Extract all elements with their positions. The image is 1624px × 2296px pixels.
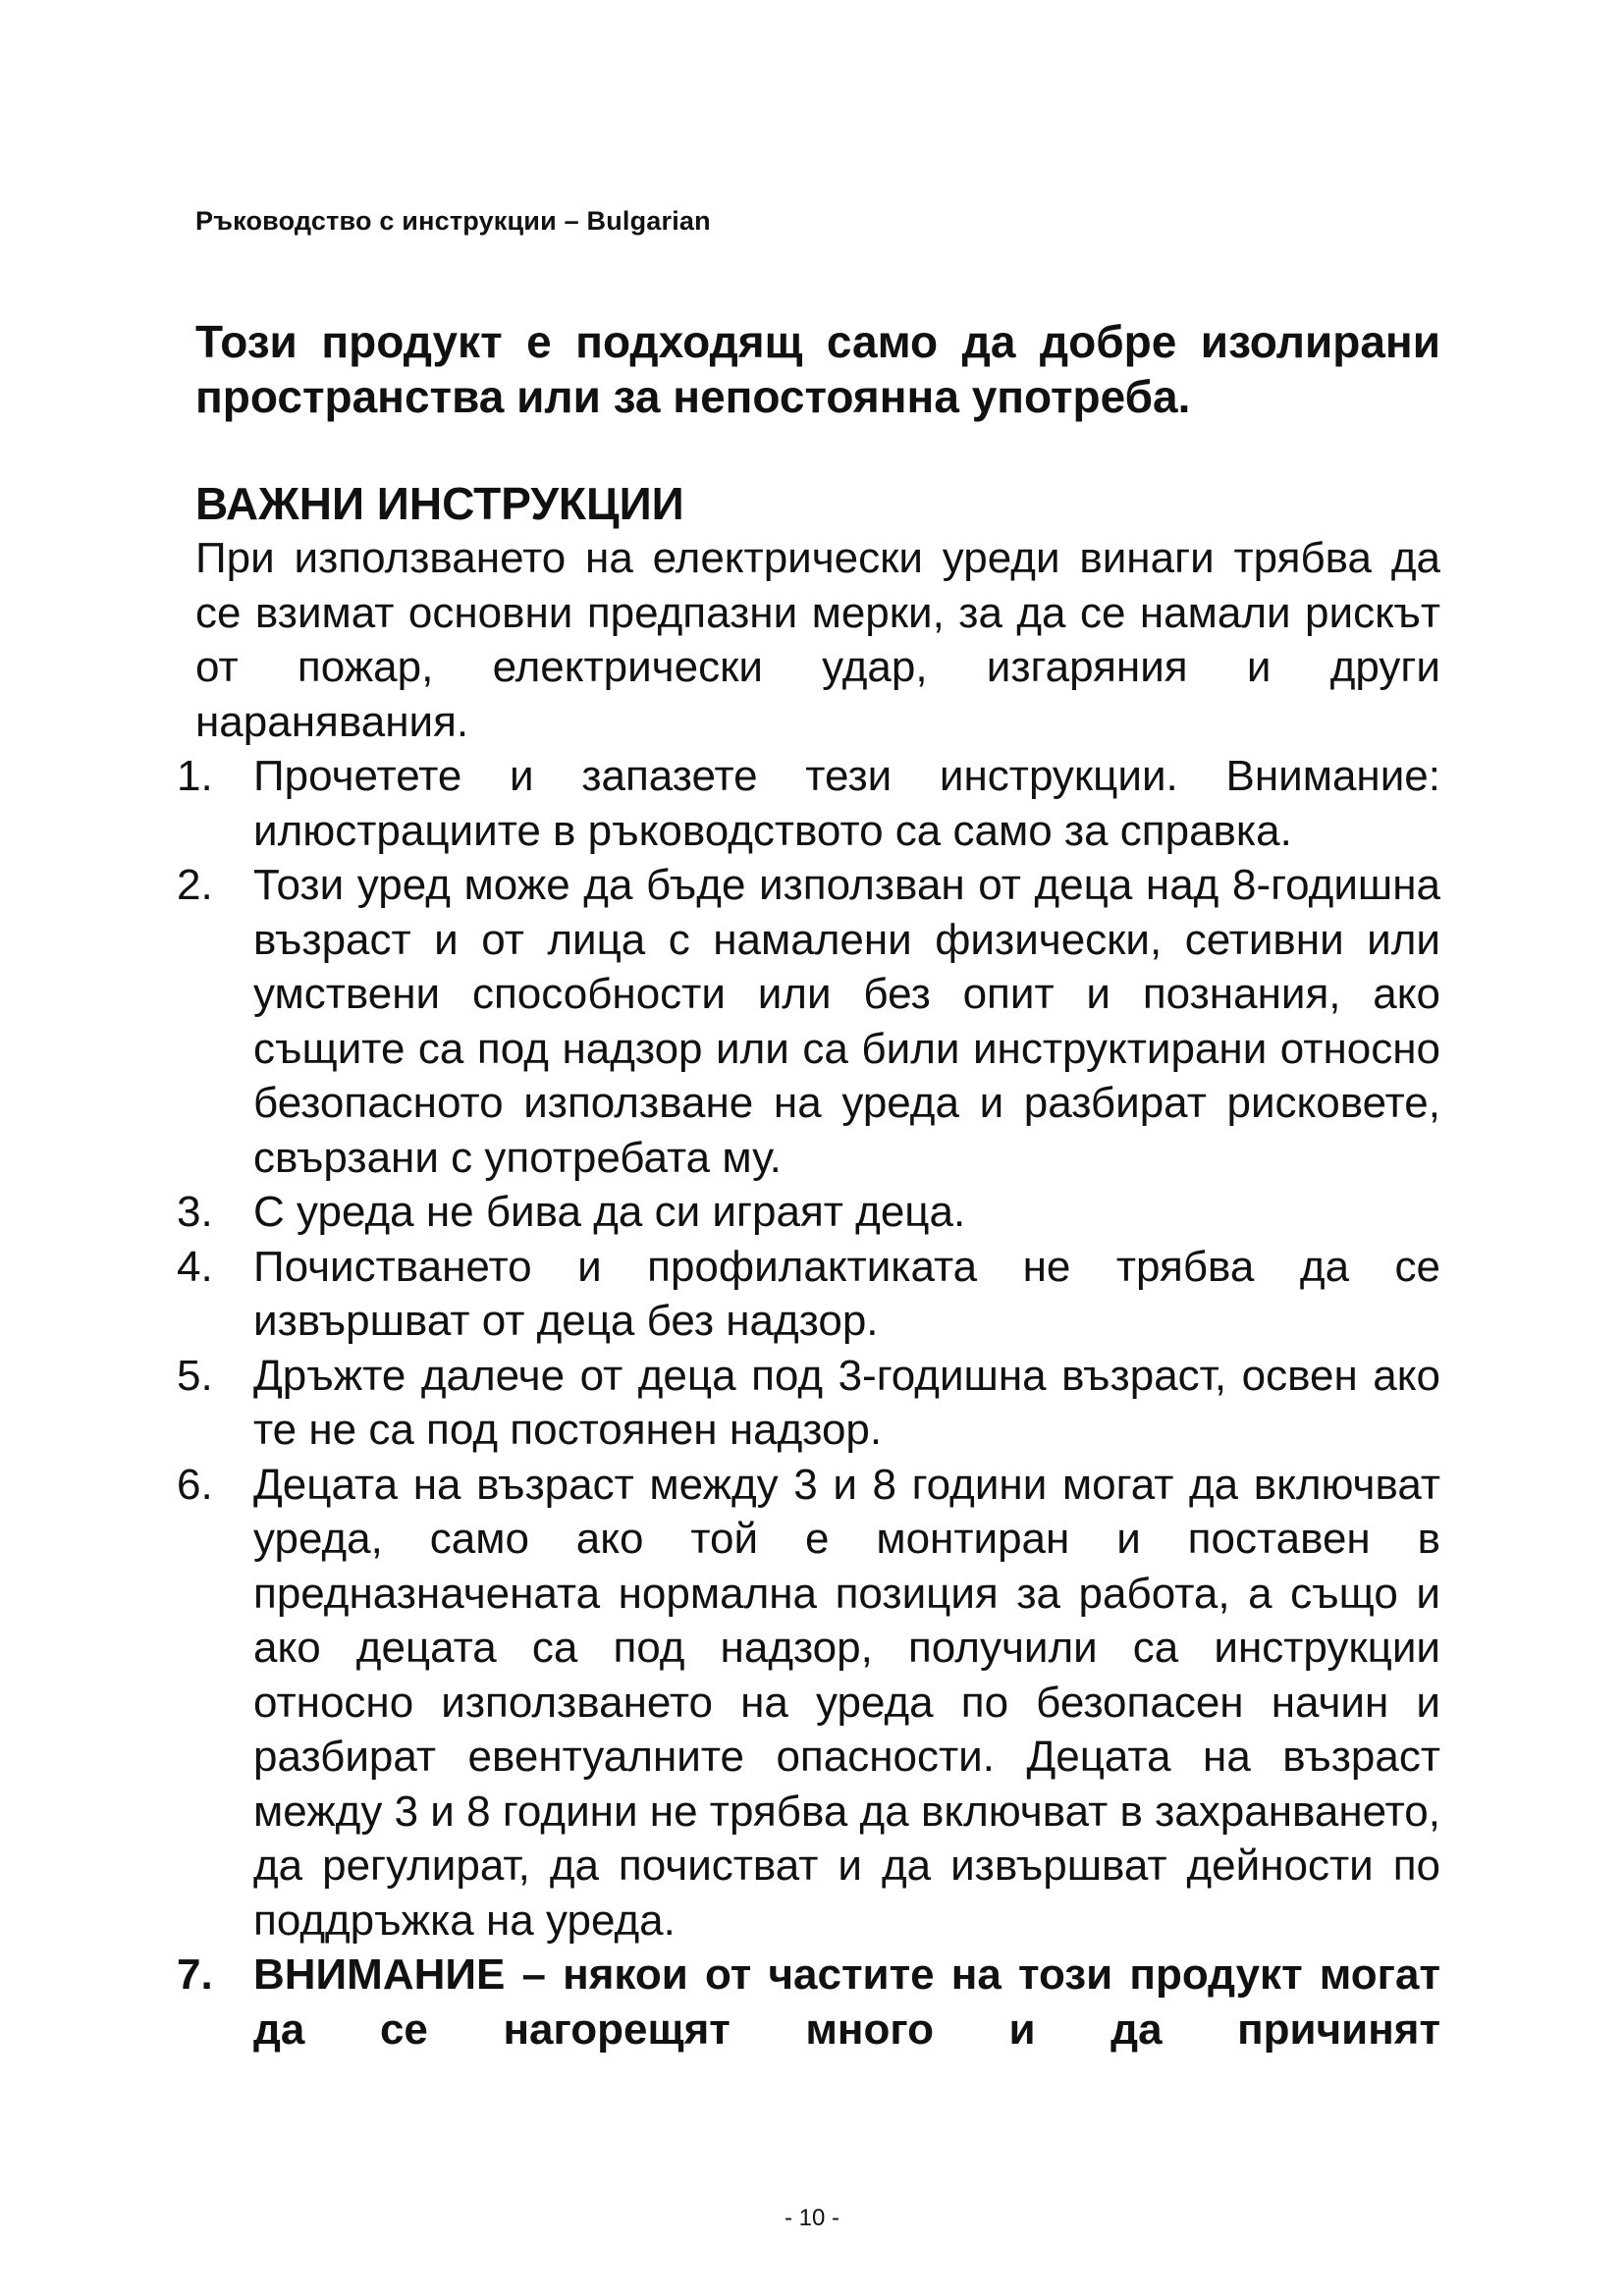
list-item	[177, 749, 1440, 858]
list-item-text: С уреда не бива да си играят деца.	[253, 1188, 966, 1236]
warning-text: ВНИМАНИЕ – някои от частите на този продукт могат да се нагорещят много и да причинят	[253, 1950, 1440, 2054]
list-item-number: 7.	[177, 1950, 213, 1999]
list-item	[177, 858, 1440, 1185]
list-item-text: Почистването и профилактиката не трябва да се извършват от деца без надзор.	[253, 1242, 1440, 1345]
product-suitability-notice: Този продукт е подходящ само да добре изолирани пространства или за непостоянна употреба.	[195, 316, 1440, 422]
list-item-number: 4.	[177, 1242, 213, 1291]
list-item	[177, 1458, 1440, 1949]
list-item-text: Този уред може да бъде използван от деца над 8-годишна възраст и от лица с намалени физически, сетивни или умствени способности или без опит и познания, ако същите са под надзор или са били инструктирани относно безопасното използване на уреда и разбират рисковете, свързани с употребата му.	[253, 861, 1440, 1182]
list-item-number: 6.	[177, 1460, 213, 1509]
list-item	[177, 1240, 1440, 1349]
list-item-text: Децата на възраст между 3 и 8 години могат да включват уреда, само ако той е монтиран и поставен в предназначената нормална позиция за работа, а също и ако децата са под надзор, получили са инструкции относно използването на уреда по безопасен начин и разбират евентуалните опасности. Децата на възраст между 3 и 8 години не трябва да включват в захранването, да регулират, да почистват и да извършват дейности по поддръжка на уреда.	[253, 1460, 1440, 1945]
list-item	[177, 1349, 1440, 1458]
page-number: - 10 -	[784, 2205, 839, 2231]
page-header: Ръководство с инструкции – Bulgarian	[195, 206, 711, 236]
instruction-list	[177, 749, 1440, 2056]
section-heading: ВАЖНИ ИНСТРУКЦИИ	[195, 478, 684, 529]
instructions-body	[177, 531, 1440, 2056]
safety-paragraph: При използването на електрически уреди винаги трябва да се взимат основни предпазни мерки, за да се намали рискът от пожар, електрически удар, изгаряния и други наранявания.	[195, 534, 1440, 746]
list-item-number: 5.	[177, 1351, 213, 1400]
list-item-number: 2.	[177, 861, 213, 909]
list-item-number: 1.	[177, 752, 213, 800]
list-item	[177, 1185, 1440, 1240]
warning-list-item	[177, 1948, 1440, 2056]
list-item-text: Прочетете и запазете тези инструкции. Внимание: илюстрациите в ръководството са само за справка.	[253, 752, 1440, 855]
list-item-text: Дръжте далече от деца под 3-годишна възраст, освен ако те не са под постоянен надзор.	[253, 1351, 1440, 1454]
list-item-number: 3.	[177, 1188, 213, 1236]
